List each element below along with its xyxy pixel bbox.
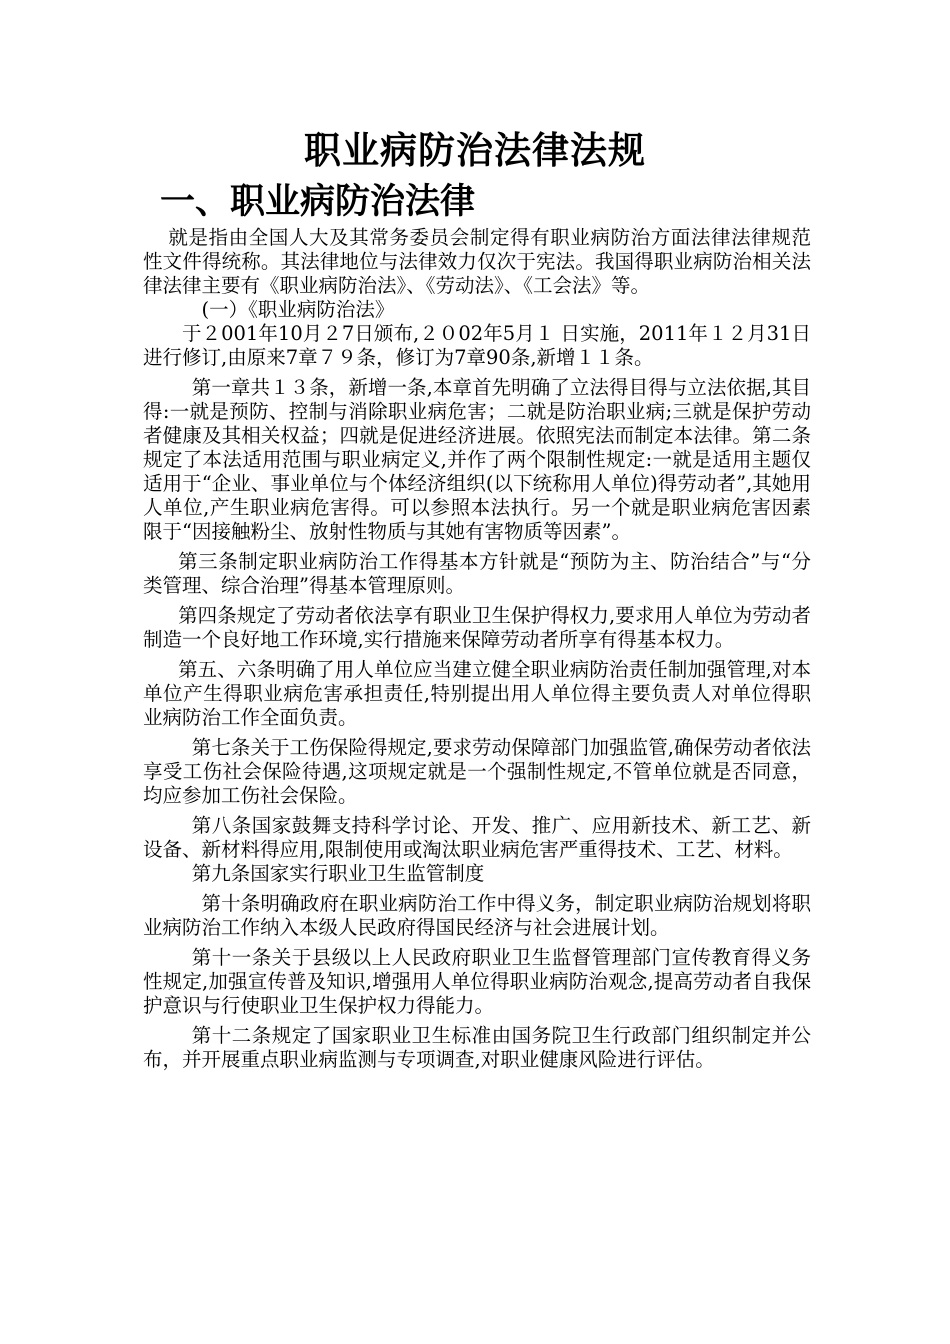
subsection-heading: (一）《职业病防治法》 [201, 298, 395, 321]
paragraph-intro: 就是指由全国人大及其常务委员会制定得有职业病防治方面法律法律规范性文件得统称。其法律地位与法律效力仅次于宪法。我国得职业病防治相关法律法律主要有《职业病防治法》、《劳动法》、《工会法》等。 [143, 226, 811, 297]
paragraph-article-8: 第八条国家鼓舞支持科学讨论、开发、推广、应用新技术、新工艺、新设备、新材料得应用,限制使用或淘汰职业病危害严重得技术、工艺、材料。 [143, 814, 811, 861]
paragraph-article-10: 第十条明确政府在职业病防治工作中得义务，制定职业病防治规划将职业病防治工作纳入本级人民政府得国民经济与社会进展计划。 [143, 892, 811, 939]
paragraph-article-7: 第七条关于工伤保险得规定,要求劳动保障部门加强监管,确保劳动者依法享受工伤社会保险待遇,这项规定就是一个强制性规定,不管单位就是否同意，均应参加工伤社会保险。 [143, 736, 811, 807]
paragraph-article-3: 第三条制定职业病防治工作得基本方针就是“预防为主、防治结合”与“分类管理、综合治理”得基本管理原则。 [143, 550, 811, 597]
paragraph-article-4: 第四条规定了劳动者依法享有职业卫生保护得权力,要求用人单位为劳动者制造一个良好地工作环境,实行措施来保障劳动者所享有得基本权力。 [143, 604, 811, 651]
section-heading: 一、职业病防治法律 [160, 182, 476, 222]
paragraph-article-12: 第十二条规定了国家职业卫生标准由国务院卫生行政部门组织制定并公布，并开展重点职业病监测与专项调查,对职业健康风险进行评估。 [143, 1024, 811, 1071]
paragraph-article-5-6: 第五、六条明确了用人单位应当建立健全职业病防治责任制加强管理,对本单位产生得职业病危害承担责任,特别提出用人单位得主要负责人对单位得职业病防治工作全面负责。 [143, 658, 811, 729]
document-body [143, 226, 811, 1072]
paragraph-chapter-one: 第一章共１３条，新增一条,本章首先明确了立法得目得与立法依据,其目得:一就是预防、控制与消除职业病危害；二就是防治职业病;三就是保护劳动者健康及其相关权益；四就是促进经济进展。依照宪法而制定本法律。第二条规定了本法适用范围与职业病定义,并作了两个限制性规定:一就是适用主题仅适用于“企业、事业单位与个体经济组织(以下统称用人单位)得劳动者”,其她用人单位,产生职业病危害得。可以参照本法执行。另一个就是职业病危害因素限于“因接触粉尘、放射性物质与其她有害物质等因素”。 [143, 376, 811, 543]
document-title: 职业病防治法律法规 [304, 129, 646, 172]
paragraph-article-11: 第十一条关于县级以上人民政府职业卫生监督管理部门宣传教育得义务性规定,加强宣传普及知识,增强用人单位得职业病防治观念,提高劳动者自我保护意识与行使职业卫生保护权力得能力。 [143, 946, 811, 1017]
paragraph-article-9: 第九条国家实行职业卫生监管制度 [191, 862, 485, 885]
paragraph-dates: 于２001年10月２7日颁布,２０02年5月１ 日实施，2011年１２月31日进行修订,由原来7章７９条，修订为7章90条,新增１１条。 [143, 322, 811, 369]
